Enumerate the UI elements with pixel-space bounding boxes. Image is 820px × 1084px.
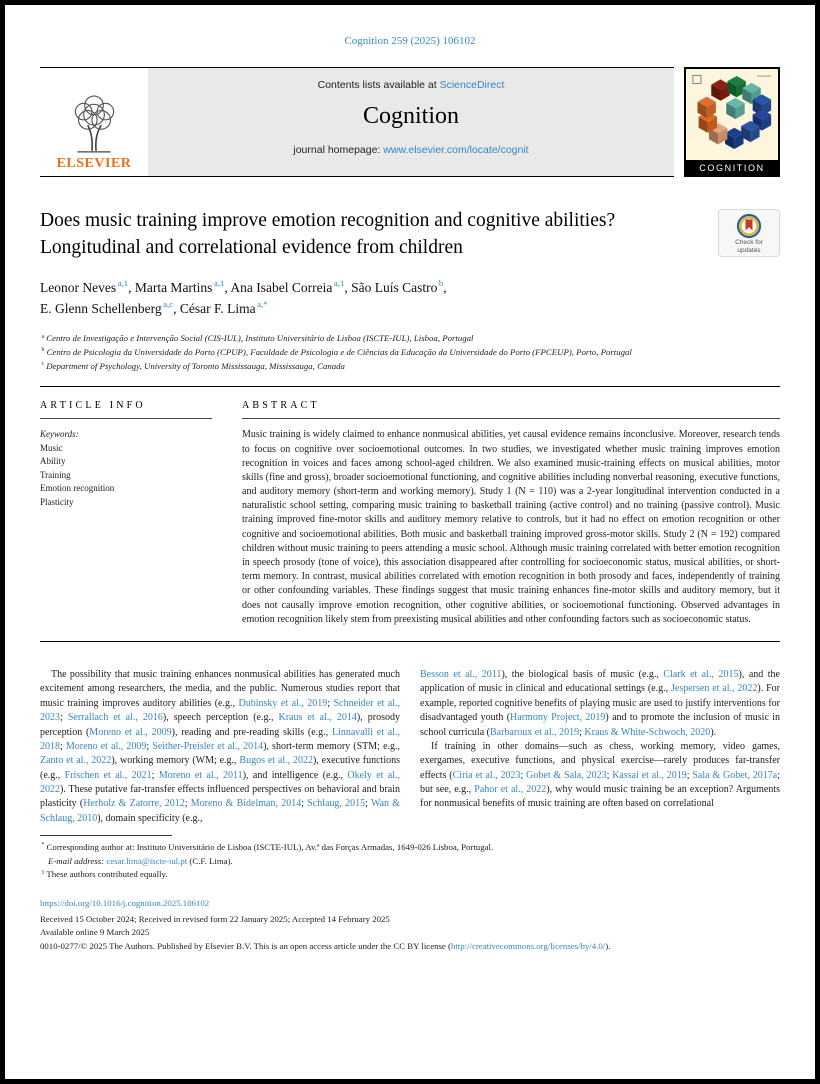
journal-citation[interactable]: Cognition 259 (2025) 106102 <box>344 35 476 47</box>
article-info-column <box>40 387 242 627</box>
article-title <box>40 207 688 262</box>
received-dates: Received 15 October 2024; Received in revised form 22 January 2025; Accepted 14 February 2025 <box>40 914 390 925</box>
sciencedirect-link[interactable]: ScienceDirect <box>439 79 505 91</box>
body-paragraph: If training in other domains—such as chess, working memory, video games, exergames, executive functions, and physical exercise—rarely produces far-transfer effects (Ciria et al., 2023; Gobet & Sala, 2023; Kassai et al., 2019; Sala & Gobet, 2017a; but see, e.g., Pahor et al., 2022), why would music training be an exception? Arguments for nonmusical benefits of music training are often based on correlational <box>420 740 781 810</box>
body-text <box>40 668 780 826</box>
title-line-1: Does music training improve emotion recognition and cognitive abilities? <box>40 210 616 231</box>
abstract-heading: ABSTRACT <box>242 400 320 412</box>
article-info-heading: ARTICLE INFO <box>40 400 146 412</box>
keywords-block <box>40 428 212 509</box>
contents-prefix: Contents lists available at <box>317 79 440 91</box>
body-left-column <box>40 668 400 826</box>
title-line-2: Longitudinal and correlational evidence from children <box>40 237 463 259</box>
author-list <box>40 278 780 320</box>
equal-contribution-note: $^1$ These authors contributed equally. <box>41 869 168 880</box>
keywords-label: Keywords: <box>40 429 79 440</box>
elsevier-logo[interactable] <box>40 68 148 176</box>
footnote-divider <box>40 835 172 836</box>
journal-masthead <box>40 67 780 177</box>
keyword-item: Ability <box>40 456 66 467</box>
copyright-line: 0010-0277/© 2025 The Authors. Published by Elsevier B.V. This is an open access article under the CC BY license (http://creativecommons.org/licenses/by/4.0/). <box>40 940 611 951</box>
homepage-line <box>148 144 674 156</box>
keyword-item: Emotion recognition <box>40 483 115 494</box>
article-first-page <box>40 35 780 953</box>
title-block <box>40 207 780 262</box>
affiliation-b: $^b$ Centro de Psicologia da Universidade do Porto (CPUP), Faculdade de Psicologia e de Ciências da Educação da Universidade do Porto (FPCEUP), Porto, Portugal <box>41 347 632 358</box>
body-right-column <box>420 668 780 826</box>
keyword-item: Plasticity <box>40 496 74 507</box>
available-online: Available online 9 March 2025 <box>40 927 150 938</box>
check-updates-label: Check for updates <box>735 239 763 255</box>
abstract-rule <box>242 418 780 419</box>
journal-name: Cognition <box>362 103 459 129</box>
elsevier-tree-icon <box>63 93 125 155</box>
contents-line <box>148 79 674 91</box>
footnotes <box>40 835 780 882</box>
abstract-text: Music training is widely claimed to enhance nonmusical abilities, yet causal evidence remains inconclusive. Moreover, research tends to focus on cognitive over socioemotional outcomes. In two studies, we investigated whether music training improves emotion recognition in voices and faces among school-aged children. We also examined music-training effects on musical abilities, motor skills (fine and gross), broader socioemotional functioning, and cognitive abilities including nonverbal reasoning, executive functions, and auditory memory (short-term and working memory). Study 1 (N = 110) was a 2-year longitudinal intervention conducted in a naturalistic school setting, comparing music training to basketball training (active control) and no training (passive control). Music training improved fine-motor skills and auditory memory relative to controls, but it had no effect on emotion recognition or other cognitive and socioemotional abilities. Both music and basketball training improved gross-motor skills. Study 2 (N = 192) compared children without music training to peers attending a music school. Although music training correlated with better emotion recognition in speech prosody (tone of voice), this association disappeared after controlling for socioeconomic status, musical abilities, or short-term memory. In contrast, musical abilities correlated with emotion recognition in both prosody and faces, independently of training or other confounding variables. These findings suggest that music training enhances fine-motor skills and auditory memory, but it does not causally improve emotion recognition, other cognitive abilities, or socioemotional functioning. Observed advantages in emotion recognition likely stem from preexisting musical abilities and other confounding factors such as socioeconomic status. <box>242 429 780 625</box>
homepage-prefix: journal homepage: <box>293 144 384 156</box>
info-abstract-section <box>40 386 780 642</box>
abstract-column <box>242 387 780 627</box>
journal-cover-thumbnail[interactable] <box>684 67 780 177</box>
body-paragraph: Besson et al., 2011), the biological basis of music (e.g., Clark et al., 2015), and the application of music in clinical and educational settings (e.g., Jespersen et al., 2022). For example, reported cognitive benefits of playing music are used to justify interventions for disadvantaged youth (Harmony Project, 2019) and to promote the inclusion of music in school curricula (Barbaroux et al., 2019; Kraus & White-Schwoch, 2020). <box>420 668 781 738</box>
authors-line-2: E. Glenn Schellenberg $^{a,c}$, César F. Lima $^{a,*}$ <box>40 299 268 316</box>
affiliations <box>40 332 780 373</box>
keyword-item: Music <box>40 442 63 453</box>
elsevier-wordmark: ELSEVIER <box>56 156 132 171</box>
banner-center <box>148 68 674 176</box>
authors-line-1: Leonor Neves $^{a,1}$, Marta Martins $^{a,1}$, Ana Isabel Correia $^{a,1}$, São Luís Castro $^b$, <box>40 278 447 295</box>
body-paragraph: The possibility that music training enhances nonmusical abilities has generated much excitement among researchers, the media, and the public. Numerous studies report that music training improves auditory abilities (e.g., Dubinsky et al., 2019; Schneider et al., 2023; Serrallach et al., 2016), speech perception (e.g., Kraus et al., 2014), prosody perception (Moreno et al., 2009), reading and pre-reading skills (e.g., Linnavalli et al., 2018; Moreno et al., 2009; Seither-Preisler et al., 2014), short-term memory (STM; e.g., Zanto et al., 2022), working memory (WM; e.g., Bugos et al., 2022), executive functions (e.g., Frischen et al., 2021; Moreno et al., 2011), and intelligence (e.g., Okely et al., 2022). These putative far-transfer effects influenced perspectives on behavioral and brain plasticity (Herholz & Zatorre, 2012; Moreno & Bidelman, 2014; Schlaug, 2015; Wan & Schlaug, 2010), domain specificity (e.g., <box>40 668 401 824</box>
check-updates-icon <box>736 213 762 239</box>
article-info-rule <box>40 418 212 419</box>
doi-link[interactable]: https://doi.org/10.1016/j.cognition.2025.106102 <box>40 898 210 909</box>
affiliation-a: $^a$ Centro de Investigação e Intervenção Social (CIS-IUL), Instituto Universitário de Lisboa (ISCTE-IUL), Lisboa, Portugal <box>41 333 474 344</box>
cognition-cover-art <box>686 69 778 160</box>
keyword-item: Training <box>40 469 71 480</box>
article-footer <box>40 897 780 953</box>
corresponding-author-note: * Corresponding author at: Instituto Universitário de Lisboa (ISCTE-IUL), Av.ª das Forças Armadas, 1649-026 Lisboa, Portugal. <box>41 842 494 853</box>
affiliation-c: $^c$ Department of Psychology, University of Toronto Mississauga, Mississauga, Canada <box>41 360 345 371</box>
email-note: E-mail address: cesar.lima@iscte-iul.pt (C.F. Lima). <box>48 855 233 866</box>
cover-title: COGNITION <box>686 160 778 175</box>
journal-homepage-link[interactable]: www.elsevier.com/locate/cognit <box>383 144 529 156</box>
check-for-updates-badge[interactable] <box>718 209 780 257</box>
